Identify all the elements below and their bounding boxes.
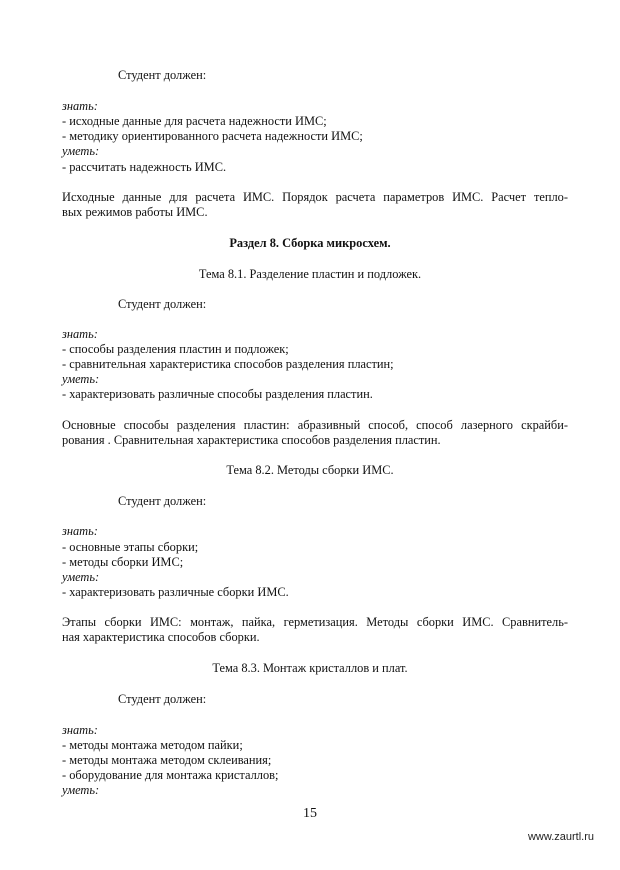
- list-item: - методику ориентированного расчета надежности ИМС;: [62, 129, 363, 143]
- topic-heading: Тема 8.3. Монтаж кристаллов и плат.: [212, 661, 408, 675]
- paragraph-line: Исходные данные для расчета ИМС. Порядок расчета параметров ИМС. Расчет тепло-: [62, 190, 568, 204]
- list-item: - способы разделения пластин и подложек;: [62, 342, 289, 356]
- know-label: знать:: [62, 99, 98, 113]
- student-must-heading: Студент должен:: [118, 692, 207, 706]
- paragraph-line: Основные способы разделения пластин: абразивный способ, способ лазерного скрайби-: [62, 418, 568, 432]
- can-label: уметь:: [62, 783, 100, 797]
- topic-heading: Тема 8.1. Разделение пластин и подложек.: [198, 267, 422, 281]
- section-heading: Раздел 8. Сборка микросхем.: [229, 236, 391, 250]
- paragraph-line: ная характеристика способов сборки.: [62, 630, 260, 644]
- paragraph-line: рования . Сравнительная характеристика способов разделения пластин.: [62, 433, 441, 447]
- list-item: - методы сборки ИМС;: [62, 555, 184, 569]
- list-item: - основные этапы сборки;: [62, 540, 199, 554]
- list-item: - характеризовать различные сборки ИМС.: [62, 585, 289, 599]
- list-item: - методы монтажа методом пайки;: [62, 738, 243, 752]
- list-item: - оборудование для монтажа кристаллов;: [62, 768, 279, 782]
- can-label: уметь:: [62, 144, 100, 158]
- paragraph-line: вых режимов работы ИМС.: [62, 205, 208, 219]
- topic-heading: Тема 8.2. Методы сборки ИМС.: [226, 463, 394, 477]
- student-must-heading: Студент должен:: [118, 68, 207, 82]
- student-must-heading: Студент должен:: [118, 494, 207, 508]
- know-label: знать:: [62, 327, 98, 341]
- know-label: знать:: [62, 723, 98, 737]
- student-must-heading: Студент должен:: [118, 297, 207, 311]
- footer-url: www.zaurtl.ru: [527, 831, 594, 843]
- can-label: уметь:: [62, 570, 100, 584]
- can-label: уметь:: [62, 372, 100, 386]
- list-item: - методы монтажа методом склеивания;: [62, 753, 272, 767]
- list-item: - рассчитать надежность ИМС.: [62, 160, 227, 174]
- list-item: - исходные данные для расчета надежности ИМС;: [62, 114, 327, 128]
- page-number: 15: [303, 806, 317, 821]
- list-item: - характеризовать различные способы разделения пластин.: [62, 387, 373, 401]
- paragraph-line: Этапы сборки ИМС: монтаж, пайка, герметизация. Методы сборки ИМС. Сравнитель-: [62, 615, 568, 629]
- list-item: - сравнительная характеристика способов разделения пластин;: [62, 357, 394, 371]
- know-label: знать:: [62, 524, 98, 538]
